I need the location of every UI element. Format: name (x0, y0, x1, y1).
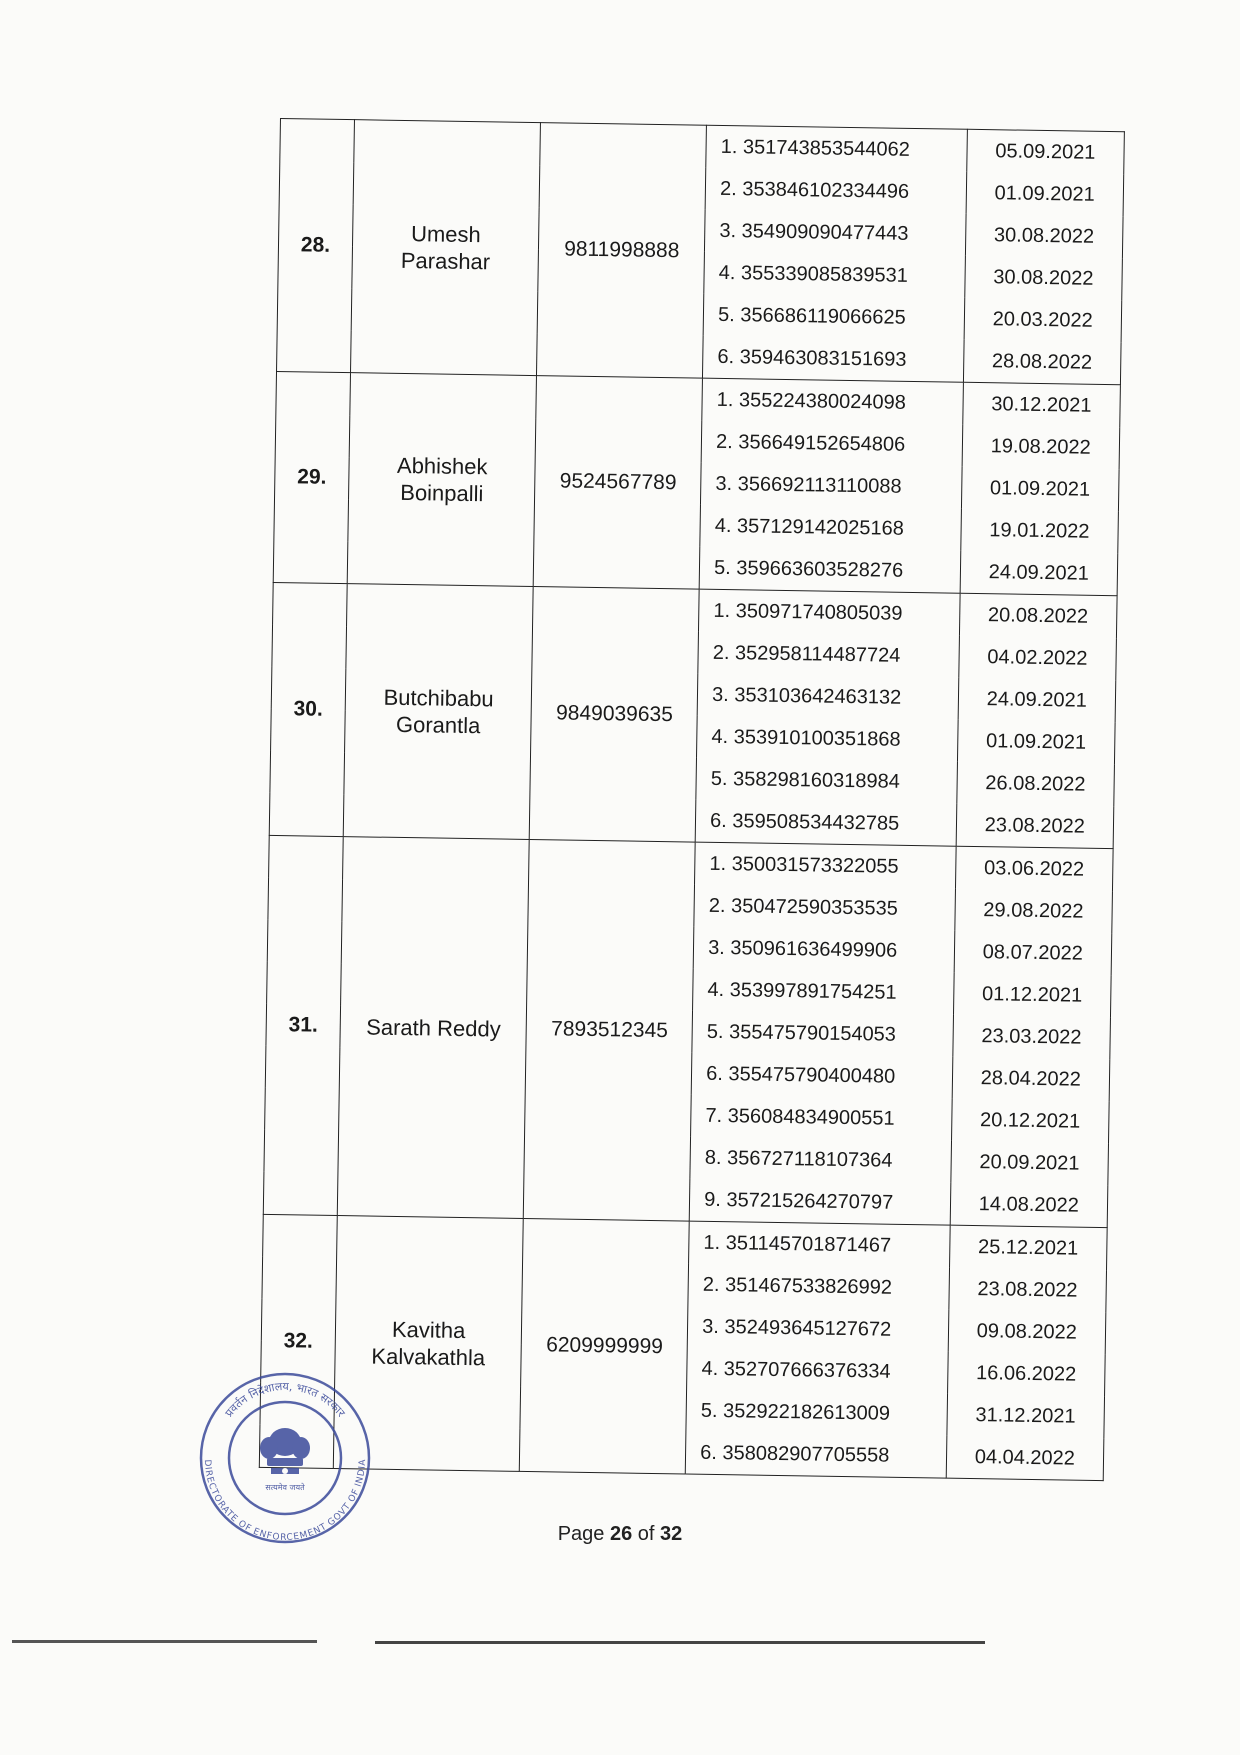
date-cell: 29.08.2022 (954, 889, 1112, 933)
date-cell: 24.09.2021 (960, 551, 1118, 596)
seal-motto: सत्यमेव जयते (265, 1483, 305, 1492)
person-name-line1: Butchibabu (383, 684, 494, 712)
imei-cell: 6. 358082907705558 (685, 1432, 946, 1479)
person-name-cell (350, 120, 540, 376)
date-cell: 16.06.2022 (947, 1352, 1105, 1396)
imei-cell: 2. 353846102334496 (705, 168, 966, 214)
date-cell: 01.09.2021 (961, 467, 1119, 511)
date-cell: 23.03.2022 (952, 1015, 1110, 1059)
imei-cell: 6. 359508534432785 (695, 800, 956, 847)
scan-rule-right (375, 1641, 985, 1644)
seal-text-top: प्रवर्तन निदेशालय, भारत सरकार (222, 1379, 348, 1420)
imei-cell: 1. 351145701871467 (689, 1221, 950, 1268)
imei-cell: 1. 351743853544062 (706, 125, 967, 172)
imei-cell: 4. 352707666376334 (687, 1348, 948, 1394)
page-footer (0, 1523, 1240, 1546)
date-cell: 05.09.2021 (966, 129, 1124, 174)
person-name-line1: Abhishek (396, 452, 488, 480)
date-cell: 01.09.2021 (957, 720, 1115, 764)
imei-cell: 6. 359463083151693 (703, 336, 964, 383)
date-cell: 01.09.2021 (966, 172, 1124, 216)
person-name-cell (347, 373, 537, 587)
phone-number-cell: 9849039635 (530, 587, 700, 843)
imei-cell: 4. 357129142025168 (700, 505, 961, 551)
date-cell: 20.09.2021 (950, 1141, 1108, 1185)
imei-cell: 5. 352922182613009 (686, 1390, 947, 1436)
imei-cell: 5. 356686119066625 (703, 294, 964, 340)
date-cell: 30.08.2022 (964, 256, 1122, 300)
date-cell: 20.03.2022 (964, 298, 1122, 342)
serial-number-cell: 31. (263, 835, 343, 1215)
date-cell: 23.08.2022 (948, 1268, 1106, 1312)
date-cell: 30.12.2021 (962, 382, 1120, 427)
person-name-cell (343, 584, 533, 840)
serial-number-cell: 29. (273, 371, 350, 583)
imei-cell: 6. 355475790400480 (691, 1053, 952, 1099)
date-cell: 08.07.2022 (954, 931, 1112, 975)
person-name-line1: Umesh (410, 221, 481, 248)
table-body (259, 119, 1124, 1481)
person-name-line2: Gorantla (395, 711, 481, 739)
date-cell: 09.08.2022 (948, 1310, 1106, 1354)
date-cell: 20.12.2021 (951, 1099, 1109, 1143)
footer-prefix: Page (557, 1523, 610, 1545)
imei-cell: 5. 359663603528276 (699, 547, 960, 594)
imei-cell: 1. 355224380024098 (702, 378, 963, 425)
imei-cell: 5. 355475790154053 (692, 1011, 953, 1057)
phone-number-cell: 9524567789 (534, 376, 703, 590)
imei-cell: 1. 350971740805039 (699, 589, 960, 636)
imei-cell: 2. 352958114487724 (698, 632, 959, 678)
date-cell: 28.04.2022 (952, 1057, 1110, 1101)
serial-number-cell: 32. (259, 1214, 337, 1468)
person-name-line2: Boinpalli (400, 479, 484, 507)
phone-number-cell: 6209999999 (520, 1218, 690, 1474)
person-name-line2: Parashar (400, 247, 491, 275)
date-cell: 24.09.2021 (958, 678, 1116, 722)
date-cell: 26.08.2022 (956, 762, 1114, 806)
total-page-count: 32 (660, 1523, 683, 1545)
imei-cell: 4. 355339085839531 (704, 252, 965, 298)
imei-cell: 4. 353910100351868 (697, 716, 958, 762)
imei-cell: 9. 357215264270797 (689, 1179, 950, 1226)
table-row (280, 119, 1125, 175)
imei-cell: 2. 351467533826992 (688, 1264, 949, 1310)
date-cell: 04.02.2022 (958, 636, 1116, 680)
imei-cell: 3. 356692113110088 (701, 463, 962, 509)
imei-cell: 5. 358298160318984 (696, 758, 957, 804)
scan-rule-left (12, 1640, 317, 1643)
phone-number-cell: 9811998888 (537, 123, 707, 379)
date-cell: 04.04.2022 (946, 1436, 1104, 1481)
imei-cell: 7. 356084834900551 (691, 1095, 952, 1141)
seal-text-bottom: DIRECTORATE OF ENFORCEMENT GOVT OF INDIA (201, 1459, 369, 1544)
person-name-line1: Sarath Reddy (365, 1013, 501, 1042)
date-cell: 31.12.2021 (947, 1394, 1105, 1438)
date-cell: 20.08.2022 (959, 593, 1117, 638)
imei-cell: 2. 356649152654806 (701, 421, 962, 467)
imei-cell: 3. 352493645127672 (687, 1306, 948, 1352)
date-cell: 28.08.2022 (963, 340, 1121, 385)
serial-number-cell: 28. (277, 119, 355, 373)
imei-cell: 4. 353997891754251 (693, 969, 954, 1015)
person-name-line2: Kalvakathla (371, 1343, 486, 1371)
footer-middle: of (632, 1523, 661, 1545)
date-cell: 03.06.2022 (955, 846, 1113, 891)
imei-cell: 3. 354909090477443 (705, 210, 966, 256)
imei-cell: 3. 350961636499906 (693, 927, 954, 973)
imei-cell: 2. 350472590353535 (694, 885, 955, 931)
date-cell: 14.08.2022 (950, 1183, 1108, 1228)
date-cell: 30.08.2022 (965, 214, 1123, 258)
phone-number-cell: 7893512345 (524, 840, 696, 1222)
imei-cell: 1. 350031573322055 (695, 842, 956, 889)
imei-cell: 8. 356727118107364 (690, 1137, 951, 1183)
ashoka-emblem-icon (260, 1428, 310, 1474)
date-cell: 23.08.2022 (956, 804, 1114, 849)
imei-cell: 3. 353103642463132 (697, 674, 958, 720)
date-cell: 19.01.2022 (960, 509, 1118, 553)
person-name-line1: Kavitha (391, 1316, 466, 1344)
date-cell: 19.08.2022 (962, 425, 1120, 469)
person-name-cell (337, 837, 529, 1219)
official-seal (195, 1368, 375, 1548)
date-cell: 25.12.2021 (949, 1225, 1107, 1270)
current-page-number: 26 (609, 1523, 633, 1545)
imei-records-table (259, 118, 1125, 1481)
date-cell: 01.12.2021 (953, 973, 1111, 1017)
serial-number-cell: 30. (269, 582, 347, 836)
